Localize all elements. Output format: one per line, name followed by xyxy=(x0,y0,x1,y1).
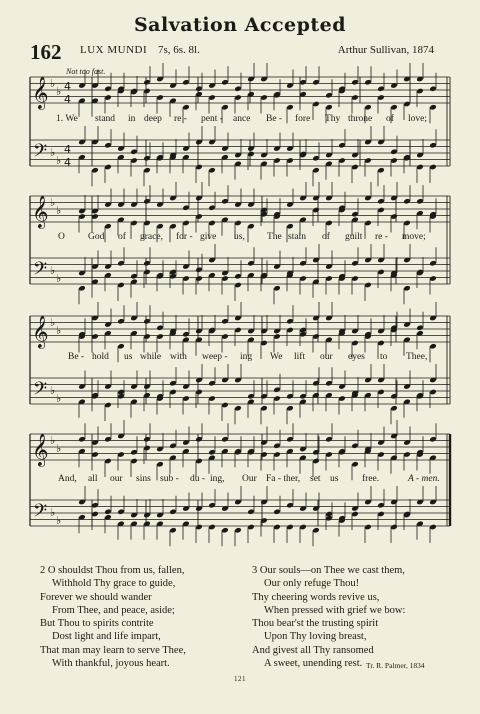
syllable: Our xyxy=(242,474,257,484)
flat-icon: ♭ xyxy=(56,514,62,527)
time-signature: 4 xyxy=(64,93,71,106)
syllable: We xyxy=(270,352,283,362)
syllable: weep - xyxy=(202,352,228,362)
syllable: lift xyxy=(294,352,306,362)
flat-icon: ♭ xyxy=(56,392,62,405)
syllable: us xyxy=(330,474,339,484)
time-signature: 4 xyxy=(64,156,71,169)
flat-icon: ♭ xyxy=(56,442,62,455)
syllable: eyes xyxy=(348,352,365,362)
syllable: give xyxy=(200,232,217,242)
syllable: us, xyxy=(234,232,245,242)
bass-clef-icon: 𝄢 xyxy=(33,259,48,284)
verse-line: Dost light and life impart, xyxy=(52,631,161,643)
verse-line: Thy cheering words revive us, xyxy=(252,591,380,603)
syllable: ing xyxy=(240,352,253,362)
verse-line: 3 Our souls—on Thee we cast them, xyxy=(252,565,405,576)
verse-line: And givest all Thy ransomed xyxy=(252,644,374,656)
flat-icon: ♭ xyxy=(56,85,62,98)
syllable: all xyxy=(88,474,98,484)
time-signature: 4 xyxy=(64,143,71,156)
verse-line: That man may learn to serve Thee, xyxy=(40,644,186,656)
syllable: our xyxy=(110,474,123,484)
syllable: And, xyxy=(58,474,77,484)
syllable: 1. We xyxy=(56,114,78,124)
flat-icon: ♭ xyxy=(50,434,56,447)
syllable: set xyxy=(310,474,321,484)
tune-name: LUX MUNDI xyxy=(80,44,148,56)
syllable: grace, xyxy=(140,232,163,242)
syllable: Thy xyxy=(325,114,341,124)
syllable: hold xyxy=(92,352,109,362)
flat-icon: ♭ xyxy=(50,384,56,397)
syllable: guilt xyxy=(345,232,363,242)
verse-2 xyxy=(40,564,186,670)
syllable: ance xyxy=(233,114,251,124)
section-title: Salvation Accepted xyxy=(133,14,347,36)
flat-icon: ♭ xyxy=(50,316,56,329)
syllable: while xyxy=(140,352,162,362)
syllable: re - xyxy=(174,114,187,124)
verse-line: Withhold Thy grace to guide, xyxy=(52,578,176,590)
flat-icon: ♭ xyxy=(50,196,56,209)
syllable: free. xyxy=(362,474,380,484)
syllable: Be - xyxy=(68,352,85,362)
syllable: God xyxy=(88,232,105,242)
syllable: fore xyxy=(295,114,311,124)
verse-line: 2 O shouldst Thou from us, fallen, xyxy=(40,565,185,576)
flat-icon: ♭ xyxy=(56,272,62,285)
flat-icon: ♭ xyxy=(50,264,56,277)
syllable: Fa - ther, xyxy=(266,474,301,484)
syllable: with xyxy=(170,352,187,362)
syllable: sins xyxy=(136,474,151,484)
syllable: of xyxy=(322,232,330,242)
composer: Arthur Sullivan, 1874 xyxy=(337,44,434,56)
flat-icon: ♭ xyxy=(50,77,56,90)
syllable: love; xyxy=(408,114,427,124)
treble-clef-icon: 𝄞 xyxy=(32,433,49,466)
syllable: us xyxy=(124,352,133,362)
treble-clef-icon: 𝄞 xyxy=(32,315,49,348)
syllable: move; xyxy=(402,232,426,242)
syllable: for - xyxy=(176,232,193,242)
bass-clef-icon: 𝄢 xyxy=(33,501,48,526)
syllable: stain xyxy=(288,232,306,242)
syllable: deep xyxy=(144,114,162,124)
syllable: of xyxy=(118,232,126,242)
hymn-number: 162 xyxy=(30,40,62,64)
flat-icon: ♭ xyxy=(56,204,62,217)
bass-clef-icon: 𝄢 xyxy=(33,141,48,166)
syllable: sub - xyxy=(160,474,179,484)
syllable: in xyxy=(128,114,136,124)
syllable: throne xyxy=(348,114,373,124)
syllable: Thee, xyxy=(406,352,428,362)
syllable: Be - xyxy=(266,114,283,124)
text-attribution: Tr. R. Palmer, 1834 xyxy=(366,661,425,670)
meter: 7s, 6s. 8l. xyxy=(158,44,200,56)
flat-icon: ♭ xyxy=(56,154,62,167)
verse-line: Our only refuge Thou! xyxy=(264,578,360,590)
flat-icon: ♭ xyxy=(56,324,62,337)
flat-icon: ♭ xyxy=(50,146,56,159)
syllable: The xyxy=(267,232,282,242)
syllable: ing, xyxy=(210,474,225,484)
syllable: stand xyxy=(95,114,116,124)
syllable: our xyxy=(320,352,333,362)
syllable: re - xyxy=(375,232,388,242)
verse-line: When pressed with grief we bow: xyxy=(264,604,406,616)
verse-line: A sweet, unending rest. xyxy=(264,658,363,670)
verse-3 xyxy=(252,564,405,670)
syllable: A - men. xyxy=(408,474,440,484)
time-signature: 4 xyxy=(64,80,71,93)
syllable: O xyxy=(58,232,65,242)
treble-clef-icon: 𝄞 xyxy=(32,195,49,228)
verse-line: From Thee, and peace, aside; xyxy=(52,604,175,616)
syllable: to xyxy=(380,352,388,362)
syllable: du - xyxy=(190,474,206,484)
flat-icon: ♭ xyxy=(50,506,56,519)
tempo-marking: Not too fast. xyxy=(66,67,106,76)
verse-line: But Thou to spirits contrite xyxy=(40,618,154,630)
page-number: 121 xyxy=(234,675,246,683)
bass-clef-icon: 𝄢 xyxy=(33,379,48,404)
verse-line: Upon Thy loving breast, xyxy=(264,631,367,643)
treble-clef-icon: 𝄞 xyxy=(32,76,49,109)
verse-line: Thou bear'st the trusting spirit xyxy=(252,618,379,630)
verse-line: With thankful, joyous heart. xyxy=(52,658,170,670)
syllable: pent - xyxy=(201,114,223,124)
verse-line: Forever we should wander xyxy=(40,591,152,603)
syllable: of xyxy=(386,114,394,124)
